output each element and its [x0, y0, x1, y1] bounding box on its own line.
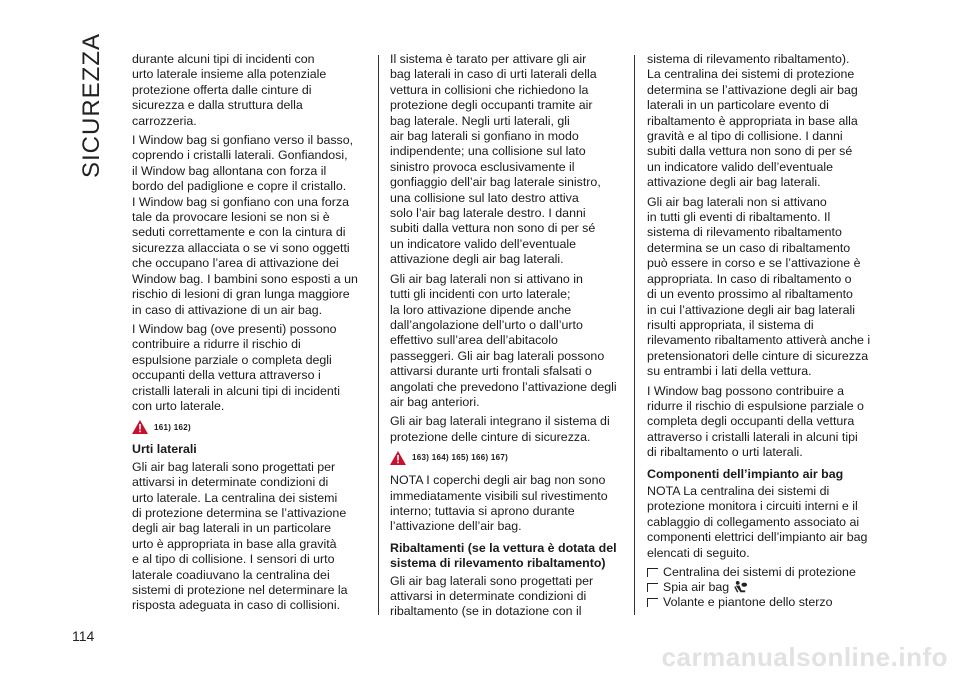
paragraph: Gli air bag laterali integrano il sistema di protezione delle cinture di sicurezza. [390, 414, 610, 444]
column-3 [647, 52, 879, 610]
paragraph: I Window bag possono contribuire a ridurre il rischio di espulsione parziale o completa degli occupanti della vettura attraverso i cristalli laterali in alcuni tipi di ribaltamento o urti laterali. [647, 383, 864, 460]
paragraph: Gli air bag laterali sono progettati per attivarsi in determinate condizioni di urto laterale. La centralina dei sistemi di protezione determina se l’attivazione degli air bag laterali in un particolare urto è appropriata in base alla gravità e al tipo di collisione. I sensori di urto laterale coadiuvano la centralina dei sistemi di protezione nel determinare la risposta adeguata in caso di collisioni. [132, 459, 348, 613]
list-item [647, 595, 879, 610]
bullet-marker-icon [647, 568, 658, 577]
page-number: 114 [72, 628, 95, 644]
paragraph: I Window bag si gonfiano verso il basso, coprendo i cristalli laterali. Gonfiandosi, il Window bag allontana con forza il bordo del padiglione e copre il cristallo. I Window bag si gonfiano con una forza tale da provocare lesioni se non si è seduti correttamente e con la cintura di sicurezza allacciata o se vi sono oggetti che occupano l’area di attivazione dei Window bag. I bambini sono esposti a un rischio di lesioni di gran lunga maggiore in caso di attivazione di un air bag. [132, 133, 358, 317]
paragraph: durante alcuni tipi di incidenti con urto laterale insieme alla potenziale protezione offerta dalle cinture di sicurezza e dalla struttura della carrozzeria. [132, 52, 327, 128]
paragraph: Gli air bag laterali non si attivano in tutti gli incidenti con urto laterale; la loro attivazione dipende anche dall’angolazione dell’urto o dall’urto effettivo sull’area dell’abitacolo passeggeri. Gli air bag laterali possono attivarsi durante urti frontali sfalsati o angolati che prevedono l’attivazione degli air bag anteriori. [390, 271, 617, 409]
paragraph: Gli air bag laterali non si attivano in tutti gli eventi di ribaltamento. Il sistema di rilevamento ribaltamento determina se un caso di ribaltamento può essere in corso e se l’attivazione è appropriata. In caso di ribaltamento o di un evento prossimo al ribaltamento in cui l’attivazione degli air bag laterali risulti appropriata, il sistema di rilevamento ribaltamento attiverà anche i pretensionatori delle cinture di sicurezza su entrambi i lati della vettura. [647, 194, 871, 379]
warning-triangle-icon [390, 451, 406, 465]
warning-refs: 161) 162) [154, 422, 191, 432]
note-paragraph: NOTA I coperchi degli air bag non sono immediatamente visibili sul rivestimento interno; tuttavia si aprono durante l’attivazione dell’air bag. [390, 473, 608, 534]
warning-triangle-icon [132, 420, 148, 434]
column-divider [634, 55, 635, 615]
list-item [647, 580, 879, 595]
section-heading: Componenti dell’impianto air bag [647, 466, 844, 481]
bullet-marker-icon [647, 583, 658, 592]
paragraph: Il sistema è tarato per attivare gli air bag laterali in caso di urti laterali della vettura in collisioni che richiedono la protezione degli occupanti tramite air bag laterale. Negli urti laterali, gli air bag laterali si gonfiano in modo indipendente; una collisione sul lato sinistro provoca esclusivamente il gonfiaggio dell’air bag laterale sinistro, una collisione sul lato destro attiva solo l’air bag laterale destro. I danni subiti dalla vettura non sono di per sé un indicatore valido dell’eventuale attivazione degli air bag laterali. [390, 52, 601, 267]
watermark: carmanualsonline.info [661, 642, 948, 672]
paragraph: sistema di rilevamento ribaltamento). La centralina dei sistemi di protezione determina se l’attivazione degli air bag laterali in un particolare evento di ribaltamento è appropriata in base alla gravità e al tipo di collisione. I danni subiti dalla vettura non sono di per sé un indicatore valido dell’eventuale attivazione degli air bag laterali. [647, 52, 858, 190]
section-heading: Ribaltamenti (se la vettura è dotata del sistema di rilevamento ribaltamento) [390, 540, 617, 571]
paragraph: I Window bag (ove presenti) possono contribuire a ridurre il rischio di espulsione parziale o completa degli occupanti della vettura attraverso i cristalli laterali in alcuni tipi di incidenti con urto laterale. [132, 321, 340, 413]
paragraph: Gli air bag laterali sono progettati per attivarsi in determinate condizioni di ribaltamento (se in dotazione con il [390, 573, 594, 619]
section-title-text: SICUREZZA [78, 32, 105, 178]
column-2 [390, 52, 620, 624]
list-item-label: Centralina dei sistemi di protezione [663, 564, 856, 579]
warning-reference [390, 449, 620, 467]
section-title [72, 32, 112, 188]
bullet-marker-icon [647, 598, 658, 607]
note-paragraph: NOTA La centralina dei sistemi di protezione monitora i circuiti interni e il cablaggio di collegamento associato ai componenti elettrici dell’impianto air bag elencati di seguito. [647, 483, 868, 560]
warning-refs: 163) 164) 165) 166) 167) [412, 453, 509, 463]
list-item-label: Spia air bag [663, 579, 730, 594]
section-heading: Urti laterali [132, 442, 197, 457]
list-item-label: Volante e piantone dello sterzo [663, 594, 833, 609]
airbag-warning-icon [733, 580, 748, 595]
list-item [647, 565, 879, 580]
column-divider [378, 55, 379, 615]
warning-reference [132, 418, 364, 436]
column-1 [132, 52, 364, 618]
